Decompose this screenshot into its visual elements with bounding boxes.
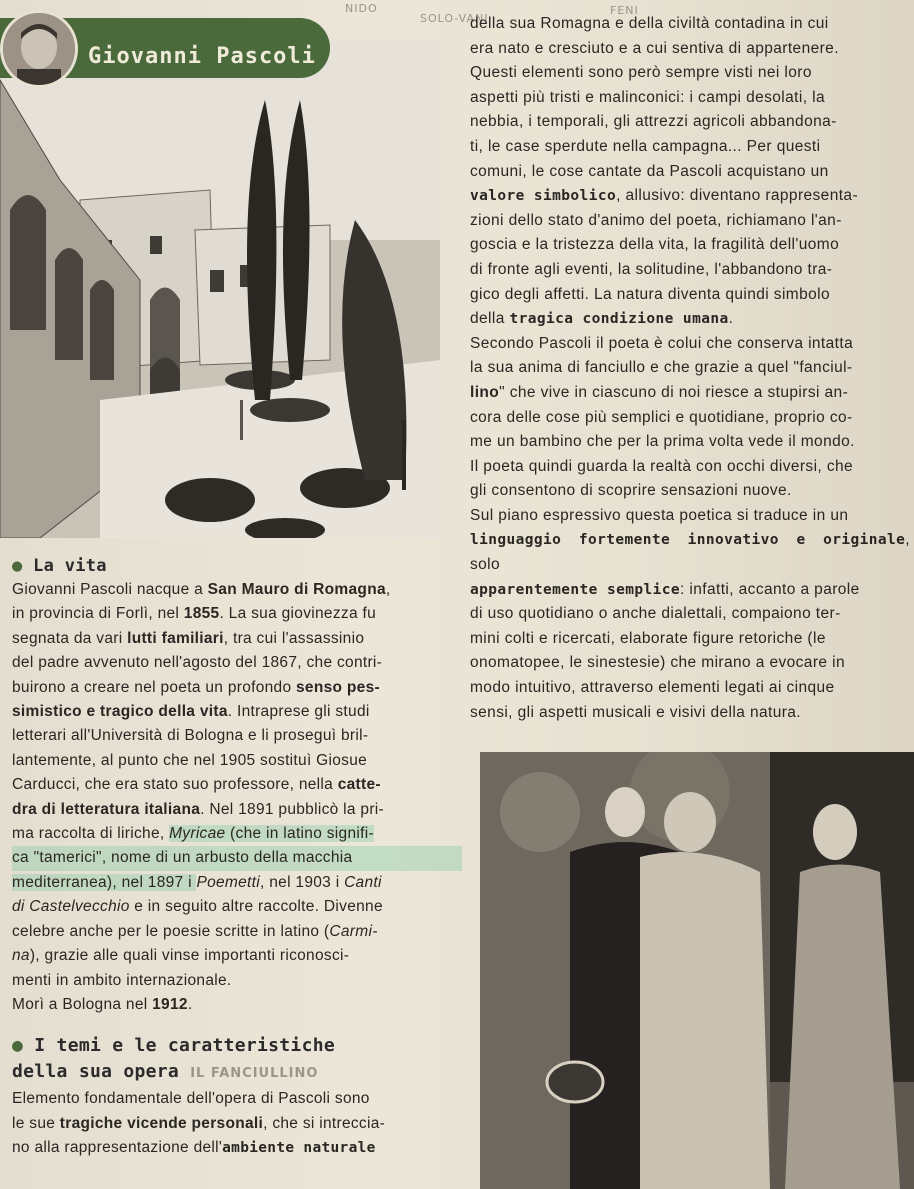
text-line: in provincia di Forlì, nel 1855. La sua giovinezza fu	[12, 605, 376, 623]
text-line: Carducci, che era stato suo professore, nella catte-	[12, 776, 381, 794]
text-line: Il poeta quindi guarda la realtà con occhi diversi, che	[470, 457, 854, 475]
text-line: aspetti più tristi e malinconici: i campi desolati, la	[470, 88, 825, 106]
text-line: modo intuitivo, attraverso elementi legati ai cinque	[470, 679, 835, 697]
text-line: menti in ambito internazionale.	[12, 971, 232, 989]
text-line: del padre avvenuto nell'agosto del 1867, che contri-	[12, 654, 383, 672]
text-line: le sue tragiche vicende personali, che si intreccia-	[12, 1114, 386, 1132]
text-line: comuni, le cose cantate da Pascoli acquistano un	[470, 162, 829, 180]
text-line: di Castelvecchio e in seguito altre raccolte. Divenne	[12, 898, 383, 916]
people-photo	[480, 752, 914, 1189]
text-line: della sua Romagna e della civiltà contadina in cui	[470, 15, 829, 32]
text-line: zioni dello stato d'animo del poeta, richiamano l'an-	[470, 211, 842, 229]
text-line: cora delle cose più semplici e quotidiane, proprio co-	[470, 408, 853, 426]
text-line: ca "tamerici", nome di un arbusto della macchia	[12, 846, 462, 870]
bold-term: valore simbolico	[470, 188, 617, 205]
text-line: ma raccolta di liriche, Myricae (che in latino signifi-	[12, 825, 374, 843]
text-line: sensi, gli aspetti musicali e visivi della natura.	[470, 703, 801, 721]
page-title: Giovanni Pascoli	[88, 44, 316, 69]
text-line: lino" che vive in ciascuno di noi riesce a stupirsi an-	[470, 383, 849, 401]
text-line: lantemente, al punto che nel 1905 sostituì Giosue	[12, 751, 368, 769]
bold-term: tragica condizione umana	[509, 311, 729, 328]
text-line: me un bambino che per la prima volta vede il mondo.	[470, 433, 855, 451]
text-line: di fronte agli eventi, la solitudine, l'abbandono tra-	[470, 260, 833, 278]
text-line: della tragica condizione umana.	[470, 310, 734, 328]
handwritten-note: FENI	[610, 4, 639, 17]
handwritten-note: SOLO-VANI	[420, 12, 489, 25]
text-line: ti, le case sperdute nella campagna... Per questi	[470, 137, 821, 155]
text-line: goscia e la tristezza della vita, la fragilità dell'uomo	[470, 236, 840, 254]
text-line: linguaggio fortemente innovativo e originale, solo	[470, 531, 910, 574]
text-line: valore simbolico, allusivo: diventano rappresenta-	[470, 187, 859, 205]
text-line: gli consentono di scoprire sensazioni nuove.	[470, 482, 792, 500]
text-line: Sul piano espressivo questa poetica si traduce in un	[470, 506, 849, 524]
villa-photo	[0, 40, 440, 538]
text-line: era nato e cresciuto e a cui sentiva di appartenere.	[470, 39, 839, 57]
text-line: la sua anima di fanciullo e che grazie a quel "fanciul-	[470, 359, 853, 377]
text-line: segnata da vari lutti familiari, tra cui l'assassinio	[12, 629, 365, 647]
handwritten-note: NIDO	[345, 2, 378, 15]
text-line: celebre anche per le poesie scritte in latino (Carmi-	[12, 922, 378, 940]
section-heading-vita: ● La vita	[12, 556, 107, 576]
text-line: Elemento fondamentale dell'opera di Pascoli sono	[12, 1090, 370, 1108]
text-line: di uso quotidiano o anche dialettali, compaiono ter-	[470, 605, 841, 623]
text-line: onomatopee, le sinestesie) che mirano a evocare in	[470, 654, 845, 672]
text-line: Morì a Bologna nel 1912.	[12, 995, 193, 1013]
text-line: gico degli affetti. La natura diventa quindi simbolo	[470, 285, 831, 303]
text-line: dra di letteratura italiana. Nel 1891 pubblicò la pri-	[12, 800, 385, 818]
text-line: Secondo Pascoli il poeta è colui che conserva intatta	[470, 334, 854, 352]
bold-term: linguaggio fortemente innovativo e originale	[470, 532, 906, 549]
text-line: letterari all'Università di Bologna e li proseguì bril-	[12, 727, 369, 745]
left-column-text	[12, 554, 462, 1161]
text-line: nebbia, i temporali, gli attrezzi agricoli abbandona-	[470, 113, 837, 131]
text-line: mini colti e ricercati, elaborate figure retoriche (le	[470, 629, 826, 647]
text-line: Questi elementi sono però sempre visti nei loro	[470, 64, 812, 82]
pascoli-portrait	[0, 10, 78, 88]
bold-term: apparentemente semplice	[470, 581, 680, 598]
handwritten-note: IL FANCIULLINO	[190, 1066, 319, 1082]
right-column-text	[470, 12, 910, 725]
text-line: apparentemente semplice: infatti, accanto a parole	[470, 580, 860, 598]
text-line: na), grazie alle quali vinse importanti riconosci-	[12, 947, 350, 965]
bold-term: lino	[470, 383, 500, 401]
section-heading-temi-2: della sua opera IL FANCIULLINO	[12, 1061, 319, 1083]
text-line: simistico e tragico della vita. Intraprese gli studi	[12, 703, 370, 721]
section-heading-temi: ● I temi e le caratteristiche	[12, 1035, 335, 1057]
text-line: no alla rappresentazione dell'ambiente naturale	[12, 1139, 376, 1157]
text-line: Giovanni Pascoli nacque a San Mauro di Romagna,	[12, 581, 391, 598]
text-line: mediterranea), nel 1897 i Poemetti, nel 1903 i Canti	[12, 873, 382, 891]
text-line: buirono a creare nel poeta un profondo senso pes-	[12, 678, 380, 696]
